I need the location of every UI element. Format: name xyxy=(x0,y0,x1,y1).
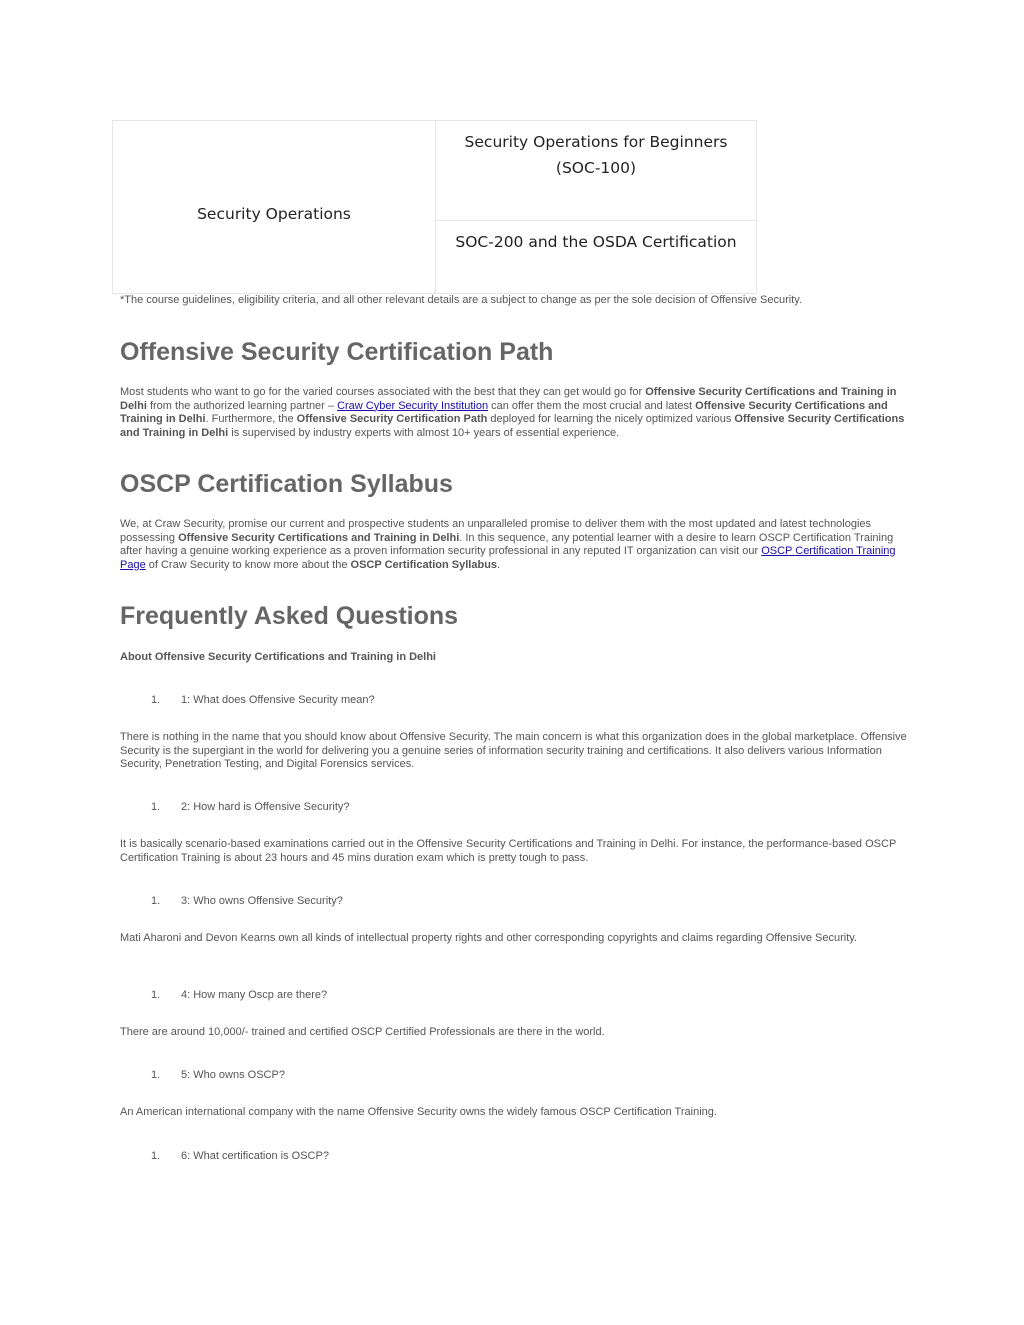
bold-text: OSCP Certification Syllabus xyxy=(350,558,498,571)
list-number: 1. xyxy=(151,1150,161,1162)
list-number: 1. xyxy=(151,989,161,1001)
course-label: Security Operations for Beginners (SOC-100) xyxy=(464,133,728,177)
craw-institution-link[interactable]: Craw Cyber Security Institution xyxy=(337,399,489,412)
text-run: from the authorized learning partner – xyxy=(146,399,338,412)
disclaimer-note: *The course guidelines, eligibility criteria, and all other relevant details are a subject to change as per the sole decision of Offensive Security. xyxy=(120,294,802,306)
faq-answer: Mati Aharoni and Devon Kearns own all kinds of intellectual property rights and other corresponding copyrights and claims regarding Offensive Security. xyxy=(120,932,857,944)
course-cell xyxy=(436,121,756,221)
faq-question xyxy=(151,1069,285,1081)
faq-subtitle: About Offensive Security Certifications and Training in Delhi xyxy=(120,651,436,663)
section-heading-certification-path: Offensive Security Certification Path xyxy=(120,338,554,366)
text-run: of Craw Security to know more about the xyxy=(145,558,351,571)
faq-answer: There are around 10,000/- trained and certified OSCP Certified Professionals are there in the world. xyxy=(120,1026,605,1038)
text-run: We, at Craw Security, promise our current and prospective students an unparalleled promise to deliver them with the most updated and latest technologies possessing xyxy=(120,518,872,544)
faq-question xyxy=(151,895,343,907)
faq-answer: It is basically scenario-based examinations carried out in the Offensive Security Certifications and Training in Delhi. For instance, the performance-based OSCP Certification Training is about 23 hours and 45 mins duration exam which is pretty tough to pass. xyxy=(120,838,897,864)
question-text: 5: Who owns OSCP? xyxy=(181,1069,285,1081)
question-text: 2: How hard is Offensive Security? xyxy=(181,801,350,813)
oscp-training-page-link[interactable]: OSCP Certification Training Page xyxy=(120,545,896,571)
category-label: Security Operations xyxy=(197,205,351,223)
section-heading-oscp-syllabus: OSCP Certification Syllabus xyxy=(120,470,453,498)
question-text: 3: Who owns Offensive Security? xyxy=(181,895,343,907)
faq-question xyxy=(151,1150,329,1162)
bold-text: Offensive Security Certifications and Training in Delhi xyxy=(120,399,888,425)
text-run: . In this sequence, any potential learner with a desire to learn OSCP Certification Training after having a genuine working experience as a proven information security professional in any reputed IT organization can visit our xyxy=(120,531,894,557)
question-text: 4: How many Oscp are there? xyxy=(181,989,328,1001)
course-label: SOC-200 and the OSDA Certification xyxy=(455,233,737,251)
faq-question xyxy=(151,801,350,813)
category-cell xyxy=(113,121,436,293)
list-number: 1. xyxy=(151,895,161,907)
list-number: 1. xyxy=(151,1069,161,1081)
faq-question xyxy=(151,694,375,706)
text-run: . Furthermore, the xyxy=(205,413,297,425)
question-text: 6: What certification is OSCP? xyxy=(181,1150,329,1162)
text-run: Most students who want to go for the varied courses associated with the best that they can get would go for xyxy=(120,386,646,398)
list-number: 1. xyxy=(151,694,161,706)
section-heading-faq: Frequently Asked Questions xyxy=(120,602,459,630)
question-text: 1: What does Offensive Security mean? xyxy=(181,694,375,706)
course-table xyxy=(112,120,757,294)
faq-question xyxy=(151,989,327,1001)
certification-path-paragraph xyxy=(120,386,910,440)
text-run: . xyxy=(497,558,501,571)
bold-text: Offensive Security Certification Path xyxy=(296,413,488,425)
faq-answer: There is nothing in the name that you should know about Offensive Security. The main concern is what this organization does in the global marketplace. Offensive Security is the supergiant in the world for delivering you a genuine series of information security training and certifications. It also delivers various Information Security, Penetration Testing, and Digital Forensics services. xyxy=(120,731,907,770)
bold-text: Offensive Security Certifications and Training in Delhi xyxy=(120,413,905,439)
text-run: deployed for learning the nicely optimized various xyxy=(487,413,735,425)
oscp-syllabus-paragraph xyxy=(120,518,910,572)
list-number: 1. xyxy=(151,801,161,813)
bold-text: Offensive Security Certifications and Training in Delhi xyxy=(178,531,460,544)
course-cell xyxy=(436,221,756,293)
text-run: can offer them the most crucial and latest xyxy=(488,399,696,412)
text-run: is supervised by industry experts with almost 10+ years of essential experience. xyxy=(228,426,620,439)
bold-text: Offensive Security Certifications and Training in Delhi xyxy=(120,386,897,412)
faq-answer: An American international company with the name Offensive Security owns the widely famous OSCP Certification Training. xyxy=(120,1106,717,1118)
